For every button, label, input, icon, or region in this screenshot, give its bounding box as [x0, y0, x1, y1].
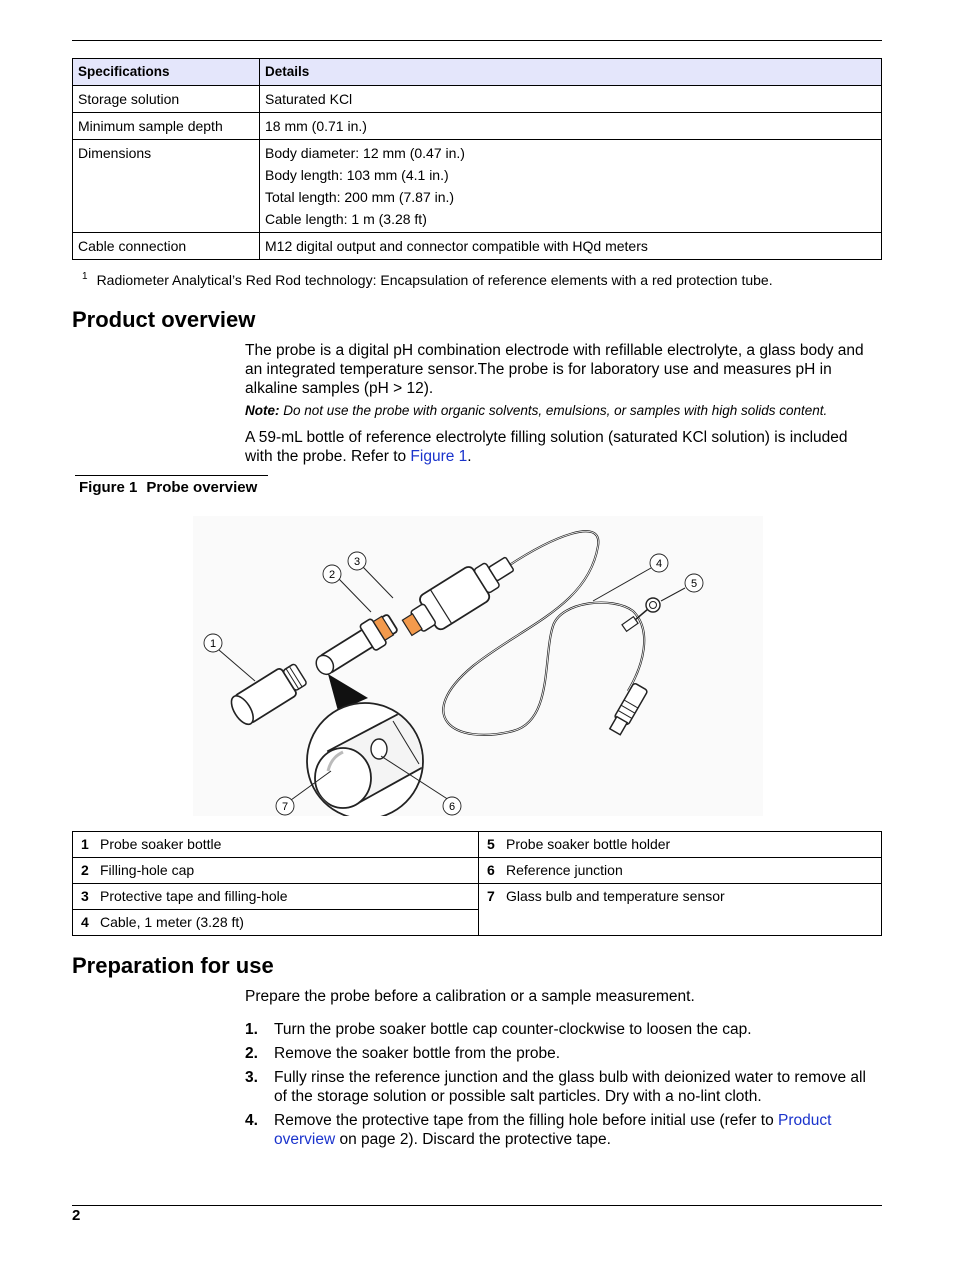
step-number: 3. — [245, 1069, 258, 1086]
svg-text:2: 2 — [328, 569, 336, 581]
legend-item — [73, 884, 479, 910]
spec-label: Dimensions — [73, 140, 260, 233]
spec-label: Storage solution — [73, 86, 260, 113]
step-text — [274, 1111, 875, 1149]
legend-item — [73, 910, 479, 936]
svg-text:7: 7 — [281, 801, 289, 813]
column-header: Details — [260, 59, 882, 86]
section-heading-preparation: Preparation for use — [72, 953, 274, 978]
footnote-text: Radiometer Analytical’s Red Rod technology: Encapsulation of reference elements with a red protection tube. — [96, 272, 773, 288]
bottom-rule — [72, 1205, 882, 1206]
svg-text:3: 3 — [353, 556, 361, 568]
legend-item — [73, 858, 479, 884]
table-header-row — [73, 59, 882, 86]
table-row — [73, 140, 882, 233]
table-row — [73, 832, 882, 858]
note — [245, 403, 885, 418]
table-row — [73, 858, 882, 884]
legend-label: Probe soaker bottle holder — [506, 836, 671, 852]
top-rule — [72, 40, 882, 41]
spec-value — [260, 140, 882, 233]
legend-item — [479, 858, 882, 884]
electrolyte-text: A 59-mL bottle of reference electrolyte filling solution (saturated KCl solution) is included with the probe. Refer to — [245, 429, 848, 465]
table-row — [73, 884, 882, 910]
svg-text:6: 6 — [448, 801, 456, 813]
legend-number: 3 — [81, 888, 89, 904]
callout-2 — [323, 565, 341, 583]
legend-label: Reference junction — [506, 862, 623, 878]
step-number: 2. — [245, 1045, 258, 1062]
step-number: 1. — [245, 1021, 258, 1038]
step-text: Turn the probe soaker bottle cap counter-clockwise to loosen the cap. — [274, 1021, 752, 1038]
list-item — [245, 1044, 875, 1063]
legend-number: 2 — [81, 862, 89, 878]
list-item — [245, 1068, 875, 1106]
callout-7 — [276, 797, 294, 815]
list-item — [245, 1111, 875, 1149]
note-text: Do not use the probe with organic solvents, emulsions, or samples with high solids content. — [279, 403, 828, 418]
electrolyte-text-end: . — [467, 448, 472, 465]
spec-label: Cable connection — [73, 233, 260, 260]
svg-text:1: 1 — [209, 638, 217, 650]
legend-number: 6 — [487, 862, 495, 878]
legend-number: 5 — [487, 836, 495, 852]
legend-number: 4 — [81, 914, 89, 930]
step-text-start: Remove the protective tape from the filling hole before initial use (refer to — [274, 1112, 779, 1129]
spec-value-line: Total length: 200 mm (7.87 in.) — [265, 189, 455, 205]
spec-value-line: Body diameter: 12 mm (0.47 in.) — [265, 145, 465, 161]
column-header: Specifications — [73, 59, 260, 86]
legend-item — [479, 884, 882, 936]
step-text: Remove the soaker bottle from the probe. — [274, 1045, 561, 1062]
spec-value-line: Body length: 103 mm (4.1 in.) — [265, 167, 449, 183]
step-text: Fully rinse the reference junction and the glass bulb with deionized water to remove all of the storage solution or possible salt particles. Dry with a no-lint cloth. — [274, 1069, 866, 1105]
spec-value: M12 digital output and connector compatible with HQd meters — [260, 233, 882, 260]
legend-label: Protective tape and filling-hole — [100, 888, 288, 904]
figure-caption-rule — [75, 475, 268, 476]
footnote-marker: 1 — [82, 271, 88, 282]
preparation-intro: Prepare the probe before a calibration or a sample measurement. — [245, 988, 695, 1005]
callout-6 — [443, 797, 461, 815]
footnote — [82, 272, 773, 288]
product-overview-link[interactable]: Product overview — [274, 1112, 832, 1148]
table-row — [73, 113, 882, 140]
legend-label: Glass bulb and temperature sensor — [506, 888, 725, 904]
preparation-steps — [245, 1020, 875, 1154]
legend-label: Cable, 1 meter (3.28 ft) — [100, 914, 244, 930]
legend-item — [479, 832, 882, 858]
probe-overview-illustration — [193, 516, 763, 816]
legend-label: Probe soaker bottle — [100, 836, 222, 852]
callout-3 — [348, 552, 366, 570]
legend-item — [73, 832, 479, 858]
note-label: Note: — [245, 403, 280, 418]
legend-number: 7 — [487, 888, 495, 904]
specifications-table — [72, 58, 882, 260]
svg-text:5: 5 — [690, 578, 698, 590]
table-row — [73, 233, 882, 260]
legend-number: 1 — [81, 836, 89, 852]
step-text-end: on page 2). Discard the protective tape. — [335, 1131, 611, 1148]
product-description: The probe is a digital pH combination electrode with refillable electrolyte, a glass body and an integrated temperature sensor.The probe is for laboratory use and measures pH in alkaline samples (pH > 12). — [245, 342, 864, 397]
callout-1 — [204, 634, 222, 652]
spec-value-line: Cable length: 1 m (3.28 ft) — [265, 211, 427, 227]
figure-caption — [79, 479, 257, 496]
table-row — [73, 86, 882, 113]
spec-value: Saturated KCl — [260, 86, 882, 113]
figure-title: Probe overview — [146, 479, 258, 496]
svg-text:4: 4 — [655, 558, 663, 570]
electrolyte-paragraph — [245, 428, 875, 466]
figure-legend-table — [72, 831, 882, 936]
list-item — [245, 1020, 875, 1039]
figure-number: Figure 1 — [79, 479, 138, 496]
figure-link[interactable]: Figure 1 — [410, 448, 468, 465]
callout-5 — [685, 574, 703, 592]
page-number: 2 — [72, 1207, 81, 1224]
spec-value: 18 mm (0.71 in.) — [260, 113, 882, 140]
callout-4 — [650, 554, 668, 572]
legend-label: Filling-hole cap — [100, 862, 195, 878]
section-heading-product-overview: Product overview — [72, 307, 256, 332]
spec-label: Minimum sample depth — [73, 113, 260, 140]
step-number: 4. — [245, 1112, 258, 1129]
